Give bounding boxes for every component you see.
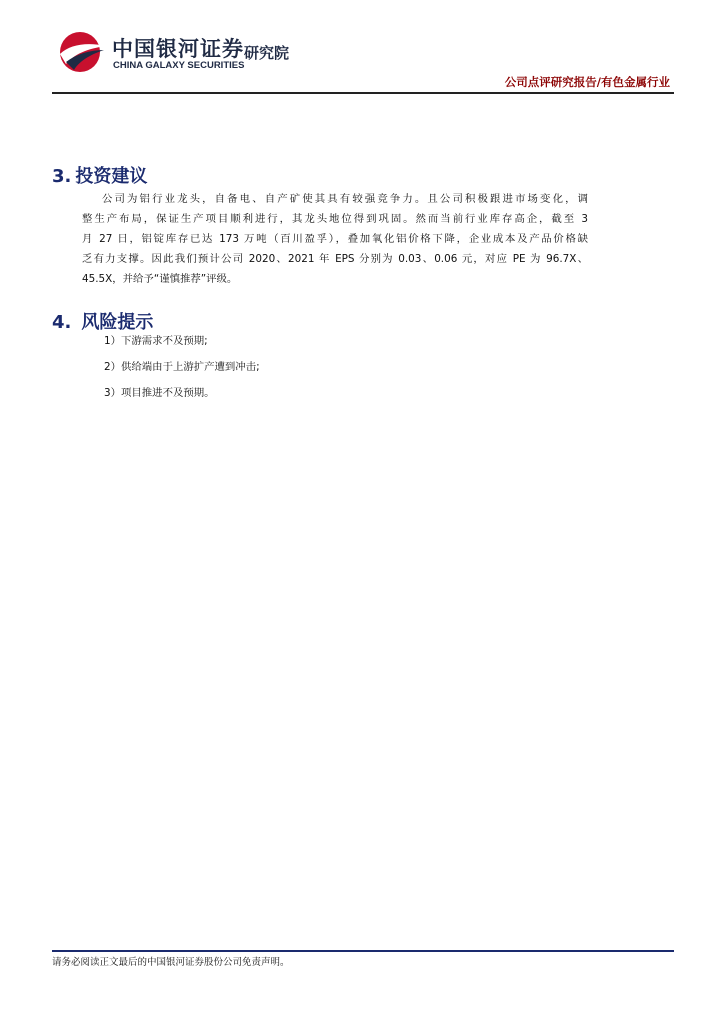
section-number: 4.: [52, 312, 72, 333]
report-type-label: 公司点评研究报告/有色金属行业: [504, 75, 670, 89]
paragraph-line: 乏有力支撑。因此我们预计公司 2020、2021 年 EPS 分别为 0.03、0.06 元，对应 PE 为 96.7X、: [82, 253, 588, 265]
institute-label: 研究院: [244, 44, 290, 62]
risk-item: 1）下游需求不及预期;: [104, 335, 208, 347]
section-title-text: 投资建议: [75, 166, 148, 187]
paragraph-line: 整生产布局，保证生产项目顺利进行，其龙头地位得到巩固。然而当前行业库存高企，截至 3: [82, 213, 588, 225]
footer-divider: [52, 950, 674, 952]
section-number: 3.: [52, 166, 72, 187]
risk-list: [104, 332, 260, 410]
investment-paragraph: [82, 189, 588, 289]
paragraph-line: 45.5X，并给予“谨慎推荐”评级。: [82, 273, 238, 285]
header-divider: [52, 92, 674, 94]
company-logo-english: CHINA GALAXY SECURITIES: [113, 60, 245, 71]
galaxy-logo-icon: [56, 30, 108, 74]
risk-item: 2）供给端由于上游扩产遭到冲击;: [104, 361, 260, 373]
company-logo-name: 中国银河证券: [112, 37, 244, 61]
footer-disclaimer: 请务必阅读正文最后的中国银河证券股份公司免责声明。: [52, 957, 290, 968]
paragraph-line: 公司为铝行业龙头，自备电、自产矿使其具有较强竞争力。且公司积极跟进市场变化，调: [102, 193, 588, 205]
risk-item: 3）项目推进不及预期。: [104, 387, 215, 399]
paragraph-line: 月 27 日，铝锭库存已达 173 万吨（百川盈孚），叠加氧化铝价格下降，企业成本及产品价格缺: [82, 233, 588, 245]
section-heading-investment: [52, 162, 147, 188]
section-title-text: 风险提示: [81, 312, 154, 333]
page-header: [0, 0, 724, 96]
section-heading-risk: [52, 308, 153, 334]
